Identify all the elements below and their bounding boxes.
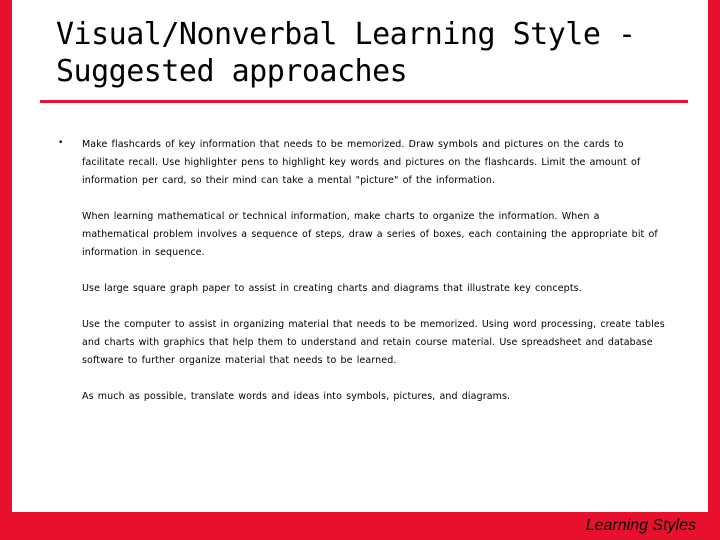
slide-title-line-1: Visual/Nonverbal Learning Style - (56, 17, 636, 52)
bullet-item (58, 136, 670, 406)
paragraph-math-charts: When learning mathematical or technical information, make charts to organize the information. When a mathematical problem involves a sequence of steps, draw a series of boxes, each containing the appropriate bit of information in sequence. (82, 211, 658, 258)
paragraph-graph-paper: Use large square graph paper to assist in creating charts and diagrams that illustrate key concepts. (82, 283, 582, 294)
paragraph-computer: Use the computer to assist in organizing material that needs to be memorized. Using word processing, create tables and charts with graphics that help them to understand and retain course material. Use spreadsheet and database software to further organize material that needs to be learned. (82, 319, 665, 366)
left-accent-band (0, 0, 12, 540)
paragraph-flashcards: Make flashcards of key information that needs to be memorized. Draw symbols and pictures on the cards to facilitate recall. Use highlighter pens to highlight key words and pictures on the flashcards. Limit the amount of information per card, so their mind can take a mental "picture" of the information. (82, 139, 641, 186)
slide-body (58, 136, 670, 424)
slide-title-line-2: Suggested approaches (56, 54, 408, 89)
bullet-marker: • (58, 138, 64, 148)
slide-title (56, 16, 696, 90)
title-divider (40, 100, 688, 103)
right-accent-band (708, 0, 720, 540)
footer-band (0, 512, 720, 540)
footer-label: Learning Styles (585, 517, 696, 534)
paragraph-translate: As much as possible, translate words and ideas into symbols, pictures, and diagrams. (82, 391, 511, 402)
